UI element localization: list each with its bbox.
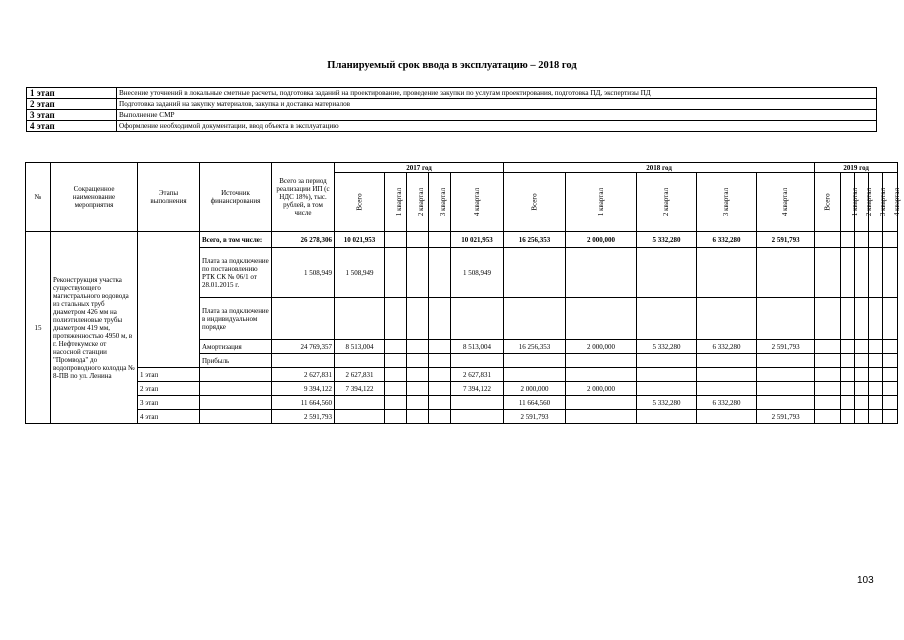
value-cell: 1 508,949 xyxy=(335,248,385,298)
value-cell: 10 021,953 xyxy=(335,232,385,248)
value-cell xyxy=(815,396,841,410)
source-row xyxy=(26,232,898,248)
header-period-all: Всего xyxy=(815,173,841,232)
value-cell xyxy=(815,368,841,382)
value-cell xyxy=(407,248,429,298)
source-label: Всего, в том числе: xyxy=(200,232,272,248)
value-cell: 2 591,793 xyxy=(504,410,566,424)
value-cell xyxy=(697,410,757,424)
stage-description: Внесение уточнений в локальные сметные расчеты, подготовка заданий на проектирование, проведение закупки по услугам проектирования, подготовка ПД, экспертизы ПД xyxy=(117,88,877,99)
value-cell xyxy=(841,382,855,396)
header-period-q3: 3 квартал xyxy=(697,173,757,232)
value-cell: 5 332,280 xyxy=(637,396,697,410)
source-label: Амортизация xyxy=(200,340,272,354)
stage-breakdown-row xyxy=(26,368,898,382)
value-cell xyxy=(429,396,451,410)
value-cell xyxy=(637,354,697,368)
value-cell xyxy=(883,298,898,340)
header-year-2017: 2017 год xyxy=(335,163,504,173)
header-period-q3: 3 квартал xyxy=(869,173,883,232)
stage-breakdown-row xyxy=(26,382,898,396)
value-cell xyxy=(385,354,407,368)
value-cell xyxy=(855,232,869,248)
stage-row xyxy=(27,121,877,132)
value-cell xyxy=(697,382,757,396)
value-cell xyxy=(841,298,855,340)
header-period-q1: 1 квартал xyxy=(841,173,855,232)
header-period-q2: 2 квартал xyxy=(407,173,429,232)
header-stages: Этапы выполнения xyxy=(138,163,200,232)
value-cell xyxy=(429,248,451,298)
row-number: 15 xyxy=(26,232,51,424)
stage-row xyxy=(27,88,877,99)
value-cell xyxy=(566,410,637,424)
value-cell xyxy=(855,354,869,368)
value-cell xyxy=(757,368,815,382)
page-number: 103 xyxy=(857,575,874,586)
value-cell: 9 394,122 xyxy=(272,382,335,396)
value-cell xyxy=(385,232,407,248)
source-label: Плата за подключение в индивидуальном порядке xyxy=(200,298,272,340)
value-cell xyxy=(815,410,841,424)
value-cell: 5 332,280 xyxy=(637,232,697,248)
value-cell xyxy=(637,298,697,340)
value-cell xyxy=(841,410,855,424)
stage-label: 3 этап xyxy=(27,110,117,121)
value-cell xyxy=(757,354,815,368)
value-cell xyxy=(407,382,429,396)
value-cell xyxy=(869,298,883,340)
value-cell xyxy=(869,382,883,396)
stage-breakdown-label: 4 этап xyxy=(138,410,200,424)
value-cell xyxy=(504,248,566,298)
stage-row xyxy=(27,99,877,110)
value-cell xyxy=(385,298,407,340)
header-period-all: Всего xyxy=(335,173,385,232)
source-empty-cell xyxy=(200,368,272,382)
value-cell: 26 278,306 xyxy=(272,232,335,248)
value-cell: 5 332,280 xyxy=(637,340,697,354)
header-period-q4: 4 квартал xyxy=(451,173,504,232)
value-cell xyxy=(451,396,504,410)
value-cell xyxy=(385,340,407,354)
stage-breakdown-label: 3 этап xyxy=(138,396,200,410)
value-cell xyxy=(855,340,869,354)
value-cell xyxy=(451,410,504,424)
value-cell xyxy=(855,410,869,424)
value-cell xyxy=(566,354,637,368)
value-cell: 7 394,122 xyxy=(451,382,504,396)
value-cell xyxy=(637,368,697,382)
value-cell xyxy=(385,382,407,396)
stage-breakdown-label: 2 этап xyxy=(138,382,200,396)
value-cell xyxy=(407,232,429,248)
header-num: № xyxy=(26,163,51,232)
header-period-q1: 1 квартал xyxy=(385,173,407,232)
stage-row xyxy=(27,110,877,121)
value-cell xyxy=(272,354,335,368)
header-period-q4: 4 квартал xyxy=(757,173,815,232)
source-empty-cell xyxy=(200,410,272,424)
value-cell xyxy=(841,232,855,248)
value-cell xyxy=(855,248,869,298)
value-cell: 2 591,793 xyxy=(757,340,815,354)
value-cell xyxy=(385,368,407,382)
value-cell xyxy=(757,396,815,410)
value-cell xyxy=(815,248,841,298)
value-cell: 2 627,831 xyxy=(272,368,335,382)
stage-empty-cell xyxy=(138,232,200,368)
value-cell xyxy=(335,396,385,410)
value-cell: 2 627,831 xyxy=(451,368,504,382)
header-period-q2: 2 квартал xyxy=(637,173,697,232)
value-cell xyxy=(757,298,815,340)
value-cell xyxy=(697,354,757,368)
value-cell xyxy=(883,368,898,382)
value-cell xyxy=(855,298,869,340)
value-cell xyxy=(869,410,883,424)
schedule-table xyxy=(25,162,902,424)
value-cell xyxy=(566,368,637,382)
value-cell xyxy=(385,410,407,424)
value-cell xyxy=(697,298,757,340)
source-empty-cell xyxy=(200,382,272,396)
value-cell xyxy=(429,340,451,354)
value-cell xyxy=(407,354,429,368)
value-cell: 2 000,000 xyxy=(566,232,637,248)
stage-description: Оформление необходимой документации, ввод объекта в эксплуатацию xyxy=(117,121,877,132)
value-cell xyxy=(883,340,898,354)
value-cell xyxy=(335,410,385,424)
value-cell: 8 513,004 xyxy=(335,340,385,354)
value-cell xyxy=(869,340,883,354)
value-cell xyxy=(385,396,407,410)
value-cell xyxy=(869,248,883,298)
source-label: Прибыль xyxy=(200,354,272,368)
value-cell xyxy=(637,382,697,396)
stage-label: 4 этап xyxy=(27,121,117,132)
value-cell xyxy=(855,382,869,396)
value-cell xyxy=(883,354,898,368)
measure-name: Реконструкция участка существующего магистрального водовода из стальных труб диаметром 426 мм на полиэтиленовые трубы диаметром 419 мм, протяженностью 4950 м, в г. Нефтекумске от насосной станции "Промвода" до водопроводного колодца № 8-ПВ по ул. Ленина xyxy=(51,232,138,424)
header-period-q1: 1 квартал xyxy=(566,173,637,232)
value-cell: 2 000,000 xyxy=(504,382,566,396)
value-cell xyxy=(869,396,883,410)
value-cell xyxy=(697,248,757,298)
value-cell xyxy=(407,396,429,410)
value-cell xyxy=(407,410,429,424)
page-title: Планируемый срок ввода в эксплуатацию – 2018 год xyxy=(327,60,577,71)
header-name: Сокращенное наименование мероприятия xyxy=(51,163,138,232)
value-cell xyxy=(504,368,566,382)
value-cell xyxy=(407,298,429,340)
value-cell: 6 332,280 xyxy=(697,396,757,410)
value-cell xyxy=(815,232,841,248)
source-label: Плата за подключение по постановлению РТК СК № 06/1 от 28.01.2015 г. xyxy=(200,248,272,298)
value-cell xyxy=(385,248,407,298)
header-year-2018: 2018 год xyxy=(504,163,815,173)
header-period-q2: 2 квартал xyxy=(855,173,869,232)
value-cell xyxy=(429,298,451,340)
value-cell xyxy=(855,368,869,382)
value-cell xyxy=(429,232,451,248)
value-cell xyxy=(566,298,637,340)
stage-label: 2 этап xyxy=(27,99,117,110)
stage-description: Выполнение СМР xyxy=(117,110,877,121)
value-cell: 11 664,560 xyxy=(504,396,566,410)
value-cell xyxy=(815,298,841,340)
value-cell: 2 591,793 xyxy=(757,232,815,248)
value-cell: 24 769,357 xyxy=(272,340,335,354)
header-source: Источник финансирования xyxy=(200,163,272,232)
value-cell xyxy=(407,340,429,354)
value-cell xyxy=(272,298,335,340)
value-cell: 2 000,000 xyxy=(566,340,637,354)
value-cell xyxy=(757,248,815,298)
value-cell xyxy=(841,248,855,298)
value-cell xyxy=(637,410,697,424)
value-cell xyxy=(841,396,855,410)
value-cell xyxy=(855,396,869,410)
stage-label: 1 этап xyxy=(27,88,117,99)
value-cell: 2 591,793 xyxy=(272,410,335,424)
value-cell xyxy=(815,340,841,354)
value-cell xyxy=(566,248,637,298)
stage-description: Подготовка заданий на закупку материалов, закупка и доставка материалов xyxy=(117,99,877,110)
header-period-q3: 3 квартал xyxy=(429,173,451,232)
value-cell xyxy=(637,248,697,298)
value-cell: 1 508,949 xyxy=(272,248,335,298)
value-cell: 11 664,560 xyxy=(272,396,335,410)
stage-breakdown-row xyxy=(26,396,898,410)
value-cell xyxy=(815,382,841,396)
value-cell xyxy=(451,298,504,340)
value-cell xyxy=(566,396,637,410)
value-cell: 2 000,000 xyxy=(566,382,637,396)
value-cell: 2 627,831 xyxy=(335,368,385,382)
stages-table xyxy=(26,87,877,132)
value-cell xyxy=(841,340,855,354)
value-cell xyxy=(757,382,815,396)
value-cell xyxy=(869,368,883,382)
value-cell xyxy=(504,298,566,340)
value-cell xyxy=(815,354,841,368)
value-cell xyxy=(429,382,451,396)
value-cell: 2 591,793 xyxy=(757,410,815,424)
value-cell xyxy=(883,382,898,396)
header-year-2019: 2019 год xyxy=(815,163,898,173)
value-cell xyxy=(429,354,451,368)
value-cell xyxy=(335,298,385,340)
value-cell xyxy=(504,354,566,368)
value-cell xyxy=(429,410,451,424)
stage-breakdown-row xyxy=(26,410,898,424)
value-cell xyxy=(883,232,898,248)
value-cell: 10 021,953 xyxy=(451,232,504,248)
header-period-q4: 4 квартал xyxy=(883,173,898,232)
value-cell xyxy=(869,232,883,248)
value-cell: 8 513,004 xyxy=(451,340,504,354)
value-cell xyxy=(841,354,855,368)
value-cell xyxy=(407,368,429,382)
value-cell xyxy=(841,368,855,382)
value-cell xyxy=(883,410,898,424)
value-cell: 6 332,280 xyxy=(697,340,757,354)
value-cell xyxy=(883,248,898,298)
value-cell xyxy=(697,368,757,382)
value-cell xyxy=(429,368,451,382)
header-period-all: Всего xyxy=(504,173,566,232)
value-cell xyxy=(869,354,883,368)
stage-breakdown-label: 1 этап xyxy=(138,368,200,382)
source-empty-cell xyxy=(200,396,272,410)
value-cell xyxy=(335,354,385,368)
value-cell: 1 508,949 xyxy=(451,248,504,298)
value-cell: 16 256,353 xyxy=(504,232,566,248)
value-cell xyxy=(883,396,898,410)
header-total: Всего за период реализации ИП (с НДС 18%), тыс. рублей, в том числе xyxy=(272,163,335,232)
value-cell: 6 332,280 xyxy=(697,232,757,248)
value-cell xyxy=(451,354,504,368)
value-cell: 16 256,353 xyxy=(504,340,566,354)
value-cell: 7 394,122 xyxy=(335,382,385,396)
